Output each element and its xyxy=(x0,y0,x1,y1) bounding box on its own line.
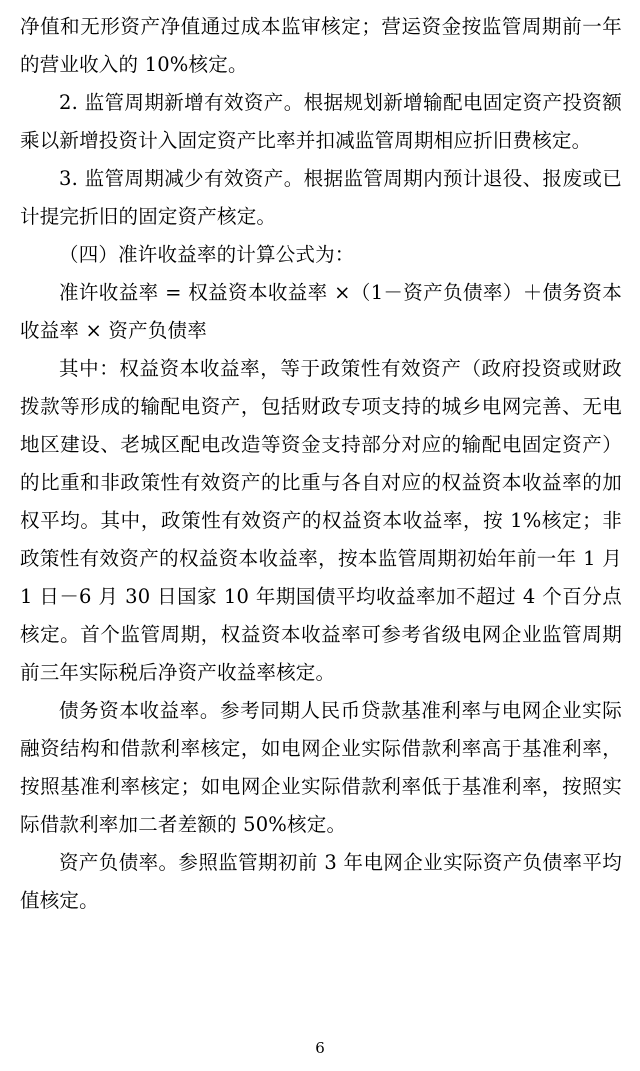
paragraph: 债务资本收益率。参考同期人民币贷款基准利率与电网企业实际融资结构和借款利率核定，如电网企业实际借款利率高于基准利率，按照基准利率核定；如电网企业实际借款利率低于基准利率，按照实际借款利率加二者差额的 50%核定。 xyxy=(20,699,622,836)
paragraph: 净值和无形资产净值通过成本监审核定；营运资金按监管周期前一年的营业收入的 10%核定。 xyxy=(20,15,622,76)
paragraph: 2. 监管周期新增有效资产。根据规划新增输配电固定资产投资额乘以新增投资计入固定资产比率并扣减监管周期相应折旧费核定。 xyxy=(20,91,622,152)
paragraph: 3. 监管周期减少有效资产。根据监管周期内预计退役、报废或已计提完折旧的固定资产核定。 xyxy=(20,167,622,228)
paragraph: （四）准许收益率的计算公式为： xyxy=(59,243,355,266)
document-body xyxy=(20,8,622,1071)
paragraph-formula: 准许收益率 = 权益资本收益率 ×（1－资产负债率）＋债务资本收益率 × 资产负债率 xyxy=(20,281,622,342)
paragraph: 资产负债率。参照监管期初前 3 年电网企业实际资产负债率平均值核定。 xyxy=(20,851,622,912)
page-number: 6 xyxy=(315,1039,325,1057)
paragraph: 其中：权益资本收益率，等于政策性有效资产（政府投资或财政拨款等形成的输配电资产，包括财政专项支持的城乡电网完善、无电地区建设、老城区配电改造等资金支持部分对应的输配电固定资产）的比重和非政策性有效资产的比重与各自对应的权益资本收益率的加权平均。其中，政策性有效资产的权益资本收益率，按 1%核定；非政策性有效资产的权益资本收益率，按本监管周期初始年前一年 1 月 1 日－6 月 30 日国家 10 年期国债平均收益率加不超过 4 个百分点核定。首个监管周期，权益资本收益率可参考省级电网企业监管周期前三年实际税后净资产收益率核定。 xyxy=(20,357,622,684)
